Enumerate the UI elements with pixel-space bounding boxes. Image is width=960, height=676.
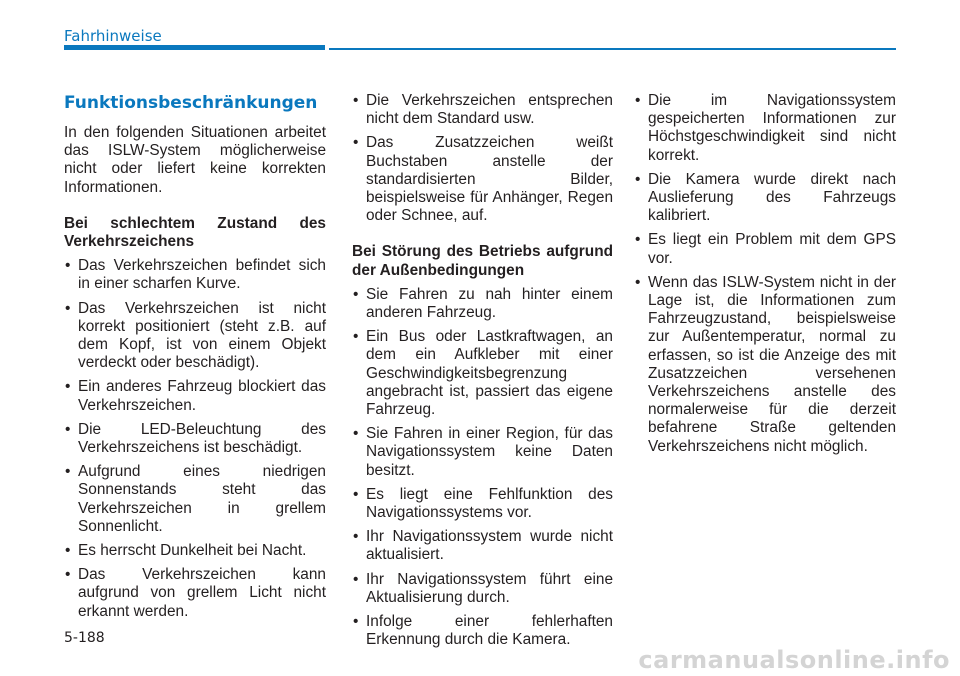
list-item: • Die Kamera wurde direkt nach Auslieferung des Fahrzeugs kalibriert. bbox=[634, 171, 896, 226]
intro-paragraph: In den folgenden Situationen arbeitet das ISLW-System möglicherweise nicht oder liefert keine korrekten Informationen. bbox=[64, 124, 326, 196]
watermark: carmanualsonline.info bbox=[638, 646, 950, 674]
bullet-list-external-conditions-a bbox=[352, 286, 613, 650]
list-item: • Es liegt ein Problem mit dem GPS vor. bbox=[634, 231, 896, 267]
list-item: • Es herrscht Dunkelheit bei Nacht. bbox=[64, 542, 326, 560]
header-rule-thick bbox=[64, 45, 325, 50]
list-item: • Ihr Navigationssystem wurde nicht aktualisiert. bbox=[352, 528, 613, 564]
list-item: • Das Verkehrszeichen ist nicht korrekt positioniert (steht z.B. auf dem Kopf, ist von einem Objekt verdeckt oder beschädigt). bbox=[64, 300, 326, 373]
list-item: • Infolge einer fehlerhaften Erkennung durch die Kamera. bbox=[352, 613, 613, 649]
list-item: • Ein Bus oder Lastkraftwagen, an dem ein Aufkleber mit einer Geschwindigkeitsbegrenzung angebracht ist, passiert das eigene Fahrzeug. bbox=[352, 328, 613, 419]
bullet-list-sign-condition-a bbox=[64, 257, 326, 621]
list-item: • Das Verkehrszeichen kann aufgrund von grellem Licht nicht erkannt werden. bbox=[64, 566, 326, 621]
section-title: Funktionsbeschränkungen bbox=[64, 93, 318, 113]
column-2 bbox=[352, 92, 613, 667]
list-item: • Die im Navigationssystem gespeicherten Informationen zur Höchstgeschwindigkeit sind nicht korrekt. bbox=[634, 92, 896, 165]
list-item: • Wenn das ISLW-System nicht in der Lage ist, die Informationen zum Fahrzeugzustand, beispielsweise zur Außentemperatur, normal zu erfassen, so ist die Anzeige des mit Zusatzzeichen versehenen Verkehrszeichens anstelle des normalerweise für die derzeit befahrene Straße geltenden Verkehrszeichens nicht möglich. bbox=[634, 274, 896, 456]
bullet-list-sign-condition-b bbox=[352, 92, 613, 225]
list-item: • Sie Fahren in einer Region, für das Navigationssystem keine Daten besitzt. bbox=[352, 425, 613, 480]
list-item: • Aufgrund eines niedrigen Sonnenstands steht das Verkehrszeichen in grellem Sonnenlicht. bbox=[64, 463, 326, 536]
header-title: Fahrhinweise bbox=[64, 27, 162, 45]
list-item: • Die LED-Beleuchtung des Verkehrszeichens ist beschädigt. bbox=[64, 421, 326, 457]
group-heading-sign-condition: Bei schlechtem Zustand des Verkehrszeichens bbox=[64, 214, 326, 251]
column-1 bbox=[64, 92, 326, 639]
page-number: 5-188 bbox=[64, 630, 105, 646]
list-item: • Es liegt eine Fehlfunktion des Navigationssystems vor. bbox=[352, 486, 613, 522]
list-item: • Das Verkehrszeichen befindet sich in einer scharfen Kurve. bbox=[64, 257, 326, 293]
list-item: • Ihr Navigationssystem führt eine Aktualisierung durch. bbox=[352, 571, 613, 607]
list-item: • Ein anderes Fahrzeug blockiert das Verkehrszeichen. bbox=[64, 378, 326, 414]
list-item: • Die Verkehrszeichen entsprechen nicht dem Standard usw. bbox=[352, 92, 613, 128]
bullet-list-external-conditions-b bbox=[634, 92, 896, 456]
header-rule-thin bbox=[329, 48, 896, 50]
list-item: • Sie Fahren zu nah hinter einem anderen Fahrzeug. bbox=[352, 286, 613, 322]
list-item: • Das Zusatzzeichen weißt Buchstaben anstelle der standardisierten Bilder, beispielsweise für Anhänger, Regen oder Schnee, auf. bbox=[352, 134, 613, 225]
column-3 bbox=[634, 92, 896, 474]
group-heading-external-conditions: Bei Störung des Betriebs aufgrund der Außenbedingungen bbox=[352, 243, 613, 279]
